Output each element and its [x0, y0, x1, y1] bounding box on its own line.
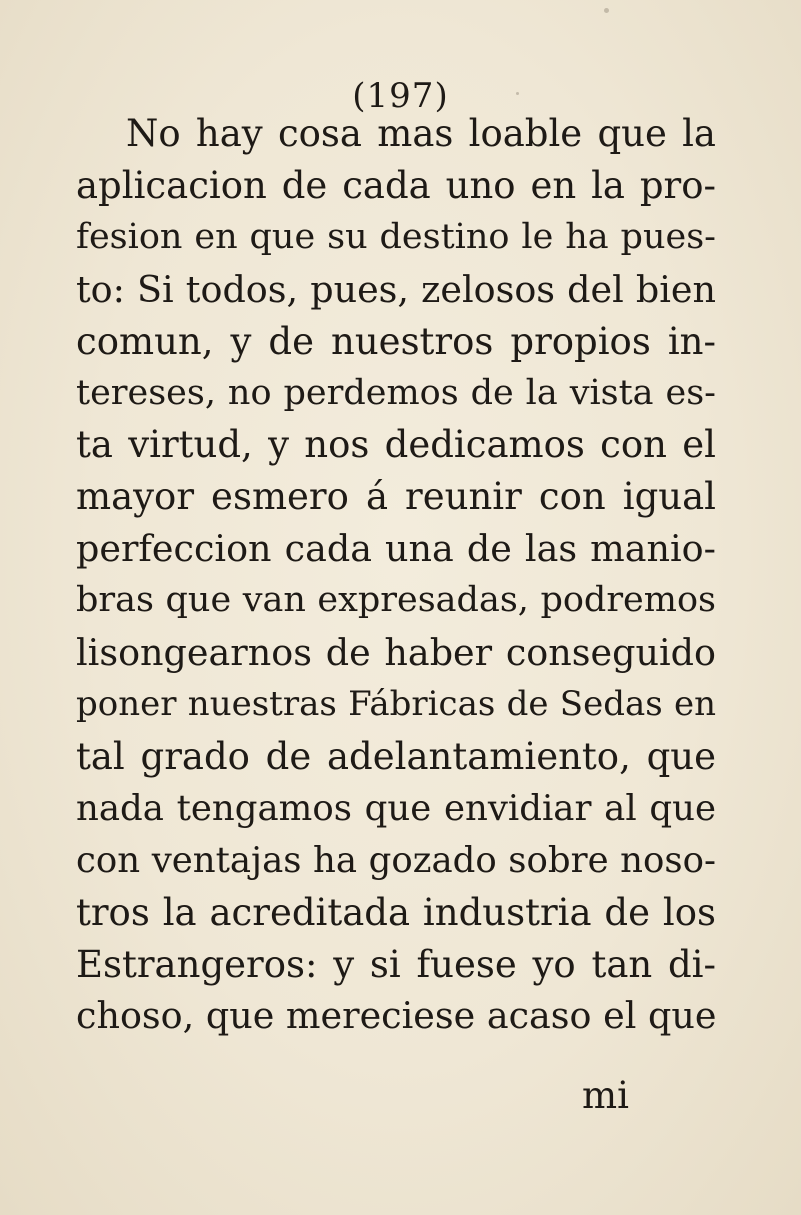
- text-line: aplicacion de cada uno en la pro-: [76, 163, 716, 207]
- text-line: choso, que mereciese acaso el que: [76, 994, 717, 1038]
- text-line: ta virtud, y nos dedicamos con el: [76, 423, 716, 467]
- text-line: Estrangeros: y si fuese yo tan di-: [76, 942, 716, 986]
- text-line: bras que van expresadas, podremos: [76, 580, 716, 621]
- text-line: perfeccion cada una de las manio-: [76, 527, 716, 571]
- text-line: No hay cosa mas loable que la: [126, 112, 716, 155]
- text-line: tal grado de adelantamiento, que: [76, 734, 716, 778]
- catchword: mi: [582, 1074, 629, 1117]
- text-line: comun, y de nuestros propios in-: [76, 319, 716, 363]
- page-number: (197): [352, 76, 449, 116]
- text-line: to: Si todos, pues, zelosos del bien: [76, 267, 716, 311]
- body-text: [76, 108, 716, 1042]
- paper-speck: [516, 92, 519, 95]
- text-line: con ventajas ha gozado sobre noso-: [76, 839, 716, 881]
- text-line: tros la acreditada industria de los: [76, 890, 716, 934]
- text-line: tereses, no perdemos de la vista es-: [76, 372, 716, 413]
- text-line: mayor esmero á reunir con igual: [76, 475, 716, 519]
- text-line: poner nuestras Fábricas de Sedas en: [76, 683, 716, 724]
- text-line: lisongearnos de haber conseguido: [76, 631, 716, 675]
- paper-speck: [604, 8, 609, 13]
- text-line: fesion en que su destino le ha pues-: [76, 216, 716, 257]
- text-line: nada tengamos que envidiar al que: [76, 787, 716, 829]
